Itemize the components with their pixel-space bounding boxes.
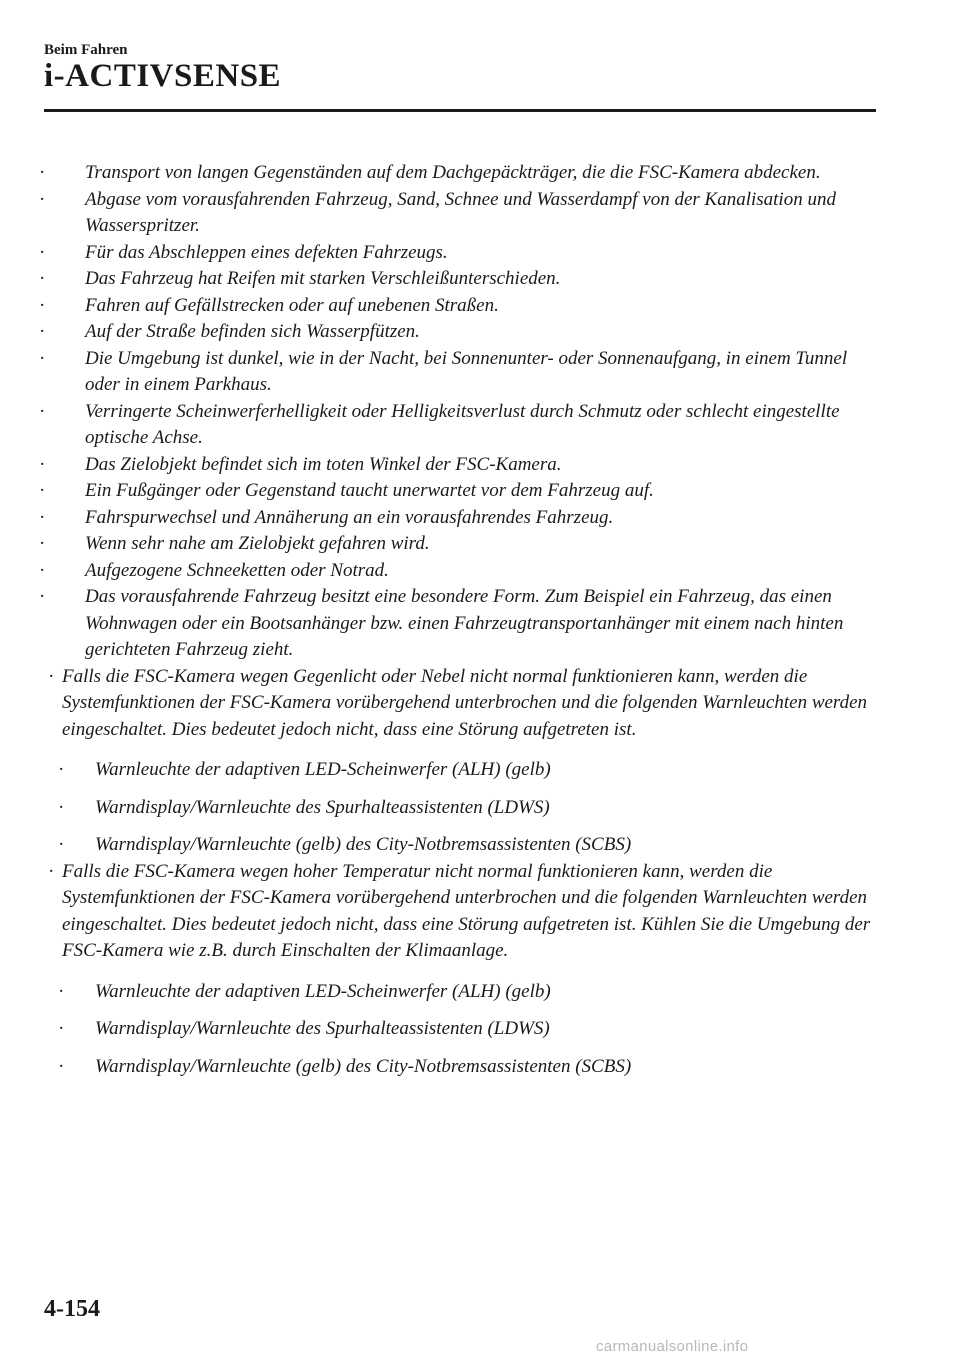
bullet-dot: · [48, 860, 55, 882]
list-item [39, 478, 882, 505]
note-text: Falls die FSC-Kamera wegen Gegenlicht oder Nebel nicht normal funktionieren kann, werden die Systemfunktionen der FSC-Kamera vorübergehend unterbrochen und die folgenden Warnleuchten werden eingeschaltet. Dies bedeutet jedoch nicht, dass eine Störung aufgetreten ist. [62, 665, 868, 740]
bullet-dot: · [58, 1055, 65, 1077]
note-text: Falls die FSC-Kamera wegen hoher Temperatur nicht normal funktionieren kann, werden die Systemfunktionen der FSC-Kamera vorübergehend unterbrochen und die folgenden Warnleuchten werden eingeschaltet. Dies bedeutet jedoch nicht, dass eine Störung aufgetreten ist. Kühlen Sie die Umgebung der FSC-Kamera wie z.B. durch Einschalten der Klimaanlage. [62, 860, 871, 961]
list-item-text: Das Fahrzeug hat Reifen mit starken Verschleißunterschieden. [85, 268, 561, 289]
list-item-text: Verringerte Scheinwerferhelligkeit oder Helligkeitsverlust durch Schmutz oder schlecht eingestellte optische Achse. [85, 400, 840, 448]
warning-item [58, 979, 882, 1006]
bullet-dot: · [39, 453, 46, 475]
bullet-dot: · [58, 759, 65, 780]
list-item [39, 558, 882, 585]
list-item-text: Das Zielobjekt befindet sich im toten Winkel der FSC-Kamera. [85, 453, 562, 475]
bullet-dot: · [39, 162, 46, 183]
bullet-dot: · [39, 188, 46, 210]
bullet-dot: · [58, 1018, 65, 1039]
watermark: carmanualsonline.info [596, 1338, 749, 1355]
bullet-dot: · [39, 559, 46, 581]
warning-item-text: Warndisplay/Warnleuchte (gelb) des City-Notbremsassistenten (SCBS) [95, 834, 632, 855]
page-number: 4-154 [44, 1296, 100, 1322]
list-item-text: Fahren auf Gefällstrecken oder auf unebenen Straßen. [85, 294, 499, 316]
section-label: Beim Fahren [44, 42, 128, 58]
list-item-text: Fahrspurwechsel und Annäherung an ein vorausfahrendes Fahrzeug. [85, 506, 614, 528]
note-high-temperature [48, 859, 882, 1081]
list-item [39, 240, 882, 267]
bullet-dot: · [39, 321, 46, 342]
warning-item-text: Warnleuchte der adaptiven LED-Scheinwerfer (ALH) (gelb) [95, 980, 551, 1002]
warning-light-list [58, 979, 882, 1081]
warning-item-text: Warnleuchte der adaptiven LED-Scheinwerfer (ALH) (gelb) [95, 759, 551, 780]
note-backlight-fog [48, 664, 882, 859]
warning-item [58, 1016, 882, 1043]
list-item [39, 266, 882, 293]
list-item [39, 319, 882, 346]
list-item [39, 346, 882, 399]
bullet-dot: · [48, 665, 55, 687]
warning-item-text: Warndisplay/Warnleuchte (gelb) des City-Notbremsassistenten (SCBS) [95, 1055, 632, 1077]
warning-item [58, 795, 882, 822]
list-item [39, 160, 882, 187]
content-body [39, 160, 882, 1080]
list-item [39, 531, 882, 558]
bullet-dot: · [39, 533, 46, 554]
bullet-dot: · [39, 241, 46, 263]
bullet-dot: · [39, 586, 46, 607]
list-item-text: Wenn sehr nahe am Zielobjekt gefahren wird. [85, 533, 430, 554]
list-item-text: Die Umgebung ist dunkel, wie in der Nacht, bei Sonnenunter- oder Sonnenaufgang, in einem Tunnel oder in einem Parkhaus. [85, 347, 848, 395]
warning-item [58, 1054, 882, 1081]
warning-light-list [58, 757, 882, 859]
list-item-text: Abgase vom vorausfahrenden Fahrzeug, Sand, Schnee und Wasserdampf von der Kanalisation und Wasserspritzer. [85, 188, 836, 236]
list-item-text: Aufgezogene Schneeketten oder Notrad. [85, 559, 389, 581]
list-item-text: Für das Abschleppen eines defekten Fahrzeugs. [85, 241, 448, 263]
list-item [39, 399, 882, 452]
bullet-dot: · [39, 294, 46, 316]
chapter-title: i-ACTIVSENSE [44, 58, 282, 94]
warning-item-text: Warndisplay/Warnleuchte des Spurhalteassistenten (LDWS) [95, 1018, 550, 1039]
header-rule [44, 109, 876, 112]
bullet-dot: · [39, 506, 46, 528]
bullet-dot: · [39, 400, 46, 422]
list-item [39, 584, 882, 664]
list-item-text: Transport von langen Gegenständen auf dem Dachgepäckträger, die die FSC-Kamera abdecken. [85, 162, 821, 183]
bullet-dot: · [39, 480, 46, 501]
warning-item [58, 757, 882, 784]
list-item [39, 187, 882, 240]
list-item-text: Das vorausfahrende Fahrzeug besitzt eine besondere Form. Zum Beispiel ein Fahrzeug, das einen Wohnwagen oder ein Bootsanhänger bzw. einen Fahrzeugtransportanhänger mit einem nach hinten gerichteten Fahrzeug zieht. [85, 586, 844, 660]
list-item [39, 293, 882, 320]
bullet-dot: · [39, 268, 46, 289]
bullet-dot: · [39, 347, 46, 369]
condition-list [39, 160, 882, 664]
list-item-text: Ein Fußgänger oder Gegenstand taucht unerwartet vor dem Fahrzeug auf. [85, 480, 654, 501]
list-item [39, 452, 882, 479]
list-item-text: Auf der Straße befinden sich Wasserpfützen. [85, 321, 420, 342]
list-item [39, 505, 882, 532]
bullet-dot: · [58, 796, 65, 818]
bullet-dot: · [58, 834, 65, 855]
bullet-dot: · [58, 980, 65, 1002]
warning-item-text: Warndisplay/Warnleuchte des Spurhalteassistenten (LDWS) [95, 796, 550, 818]
warning-item [58, 832, 882, 859]
